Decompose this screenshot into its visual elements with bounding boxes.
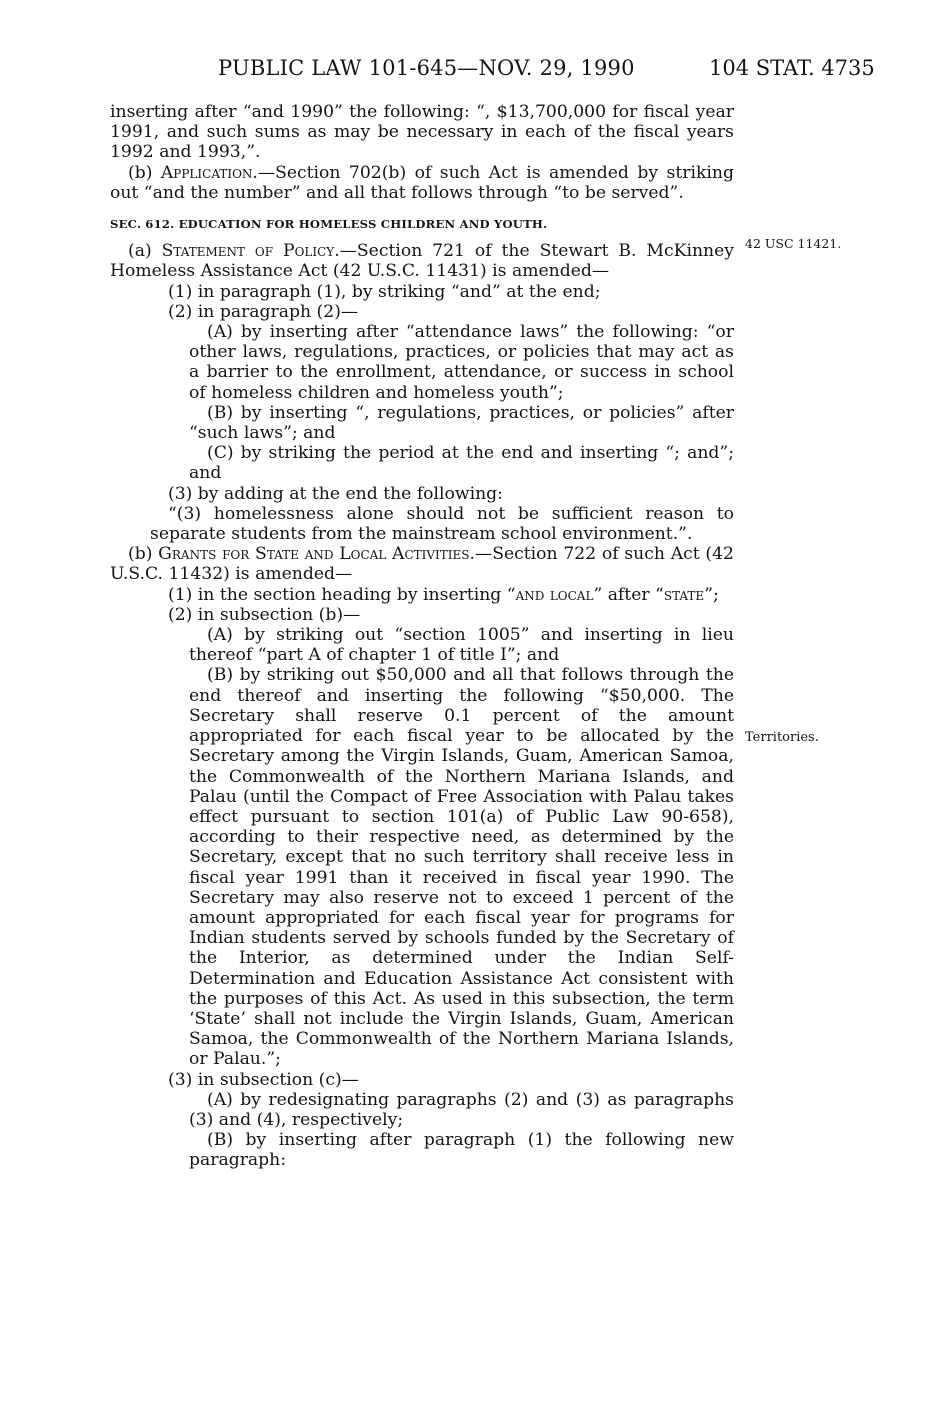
running-head	[0, 56, 940, 86]
subsection-a: (a) Statement of Policy.—Section 721 of the Stewart B. McKinney Homeless Assistance Act (42 U.S.C. 11431) is amended—	[110, 241, 734, 282]
subsection-b-application: (b) Application.—Section 702(b) of such Act is amended by striking out “and the number” and all that follows through “to be served”.	[110, 162, 734, 203]
subparagraph-a2C: (C) by striking the period at the end and inserting “; and”; and	[189, 443, 734, 484]
margin-note-territories: Territories.	[745, 730, 819, 745]
subparagraph-a2B: (B) by inserting “, regulations, practices, or policies” after “such laws”; and	[189, 402, 734, 444]
caption: Application.	[160, 162, 258, 183]
subparagraph-b2B: (B) by striking out $50,000 and all that follows through the end thereof and inserting the following “$50,000. The Secretary shall reserve 0.1 percent of the amount appropriated for each fiscal year to be allocated by the Secretary among the Virgin Islands, Guam, American Samoa, the Commonwealth of the Northern Mariana Islands, and Palau (until the Compact of Free Association with Palau takes effect pursuant to section 101(a) of Public Law 90-658), according to their respective need, as determined by the Secretary, except that no such territory shall receive less in fiscal year 1991 than it received in fiscal year 1990. The Secretary may also reserve not to exceed 1 percent of the amount appropriated for each fiscal year for programs for Indian students served by schools funded by the Secretary of the Interior, as determined under the Indian Self-Determination and Education Assistance Act consistent with the purposes of this Act. As used in this subsection, the term ‘State’ shall not include the Virgin Islands, Guam, American Samoa, the Commonwealth of the Northern Mariana Islands, or Palau.”;	[189, 665, 734, 1070]
margin-note-usc: 42 USC 11421.	[745, 236, 842, 251]
paragraph-a3: (3) by adding at the end the following:	[168, 483, 503, 504]
paragraph-b3: (3) in subsection (c)—	[168, 1069, 359, 1090]
subsection-b-grants: (b) Grants for State and Local Activities.—Section 722 of such Act (42 U.S.C. 11432) is amended—	[110, 544, 734, 585]
paragraph-a2: (2) in paragraph (2)—	[168, 301, 359, 322]
caption: Statement of Policy.	[161, 241, 340, 262]
subparagraph-b2A: (A) by striking out “section 1005” and inserting in lieu thereof “part A of chapter 1 of title I”; and	[189, 625, 734, 666]
paragraph-b1: (1) in the section heading by inserting “and local” after “state”;	[168, 584, 719, 605]
section-heading: SEC. 612. EDUCATION FOR HOMELESS CHILDREN AND YOUTH.	[110, 217, 548, 232]
subparagraph-b3B: (B) by inserting after paragraph (1) the following new paragraph:	[189, 1130, 734, 1171]
paragraph-a1: (1) in paragraph (1), by striking “and” at the end;	[168, 281, 601, 302]
inserted-text: “(3) homelessness alone should not be sufficient reason to separate students from the mainstream school environment.”.	[150, 503, 734, 545]
paragraph-b2: (2) in subsection (b)—	[168, 604, 361, 625]
caption: Grants for State and Local Activities.	[158, 544, 475, 565]
subparagraph-a2A: (A) by inserting after “attendance laws” the following: “or other laws, regulations, practices, or policies that may act as a barrier to the enrollment, attendance, or success in school of homeless children and homeless youth”;	[189, 322, 734, 403]
statute-page: 104 STAT. 4735	[709, 56, 875, 80]
paragraph-continuation: inserting after “and 1990” the following: “, $13,700,000 for fiscal year 1991, and such sums as may be necessary in each of the fiscal years 1992 and 1993,”.	[110, 102, 734, 163]
law-title: PUBLIC LAW 101-645—NOV. 29, 1990	[218, 56, 635, 80]
body-text	[110, 102, 734, 1171]
subparagraph-b3A: (A) by redesignating paragraphs (2) and (3) as paragraphs (3) and (4), respectively;	[189, 1089, 734, 1130]
